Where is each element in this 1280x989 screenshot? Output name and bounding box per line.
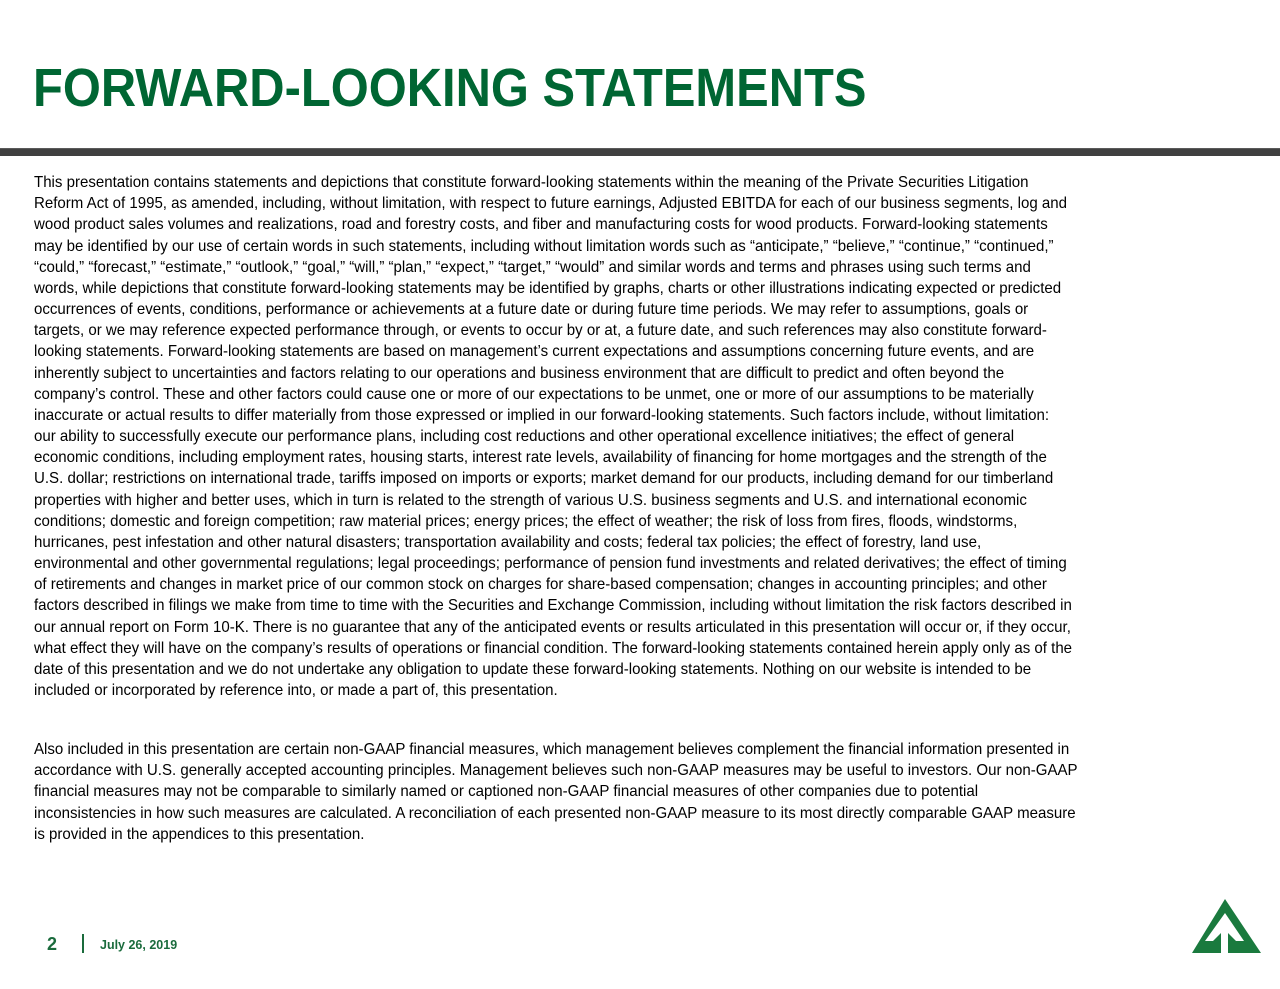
triangle-tree-logo-icon bbox=[1191, 897, 1265, 955]
paragraph-line: included or incorporated by reference into, or made a part of, this presentation. bbox=[34, 681, 558, 700]
presentation-date: July 26, 2019 bbox=[100, 938, 178, 952]
paragraph-line: occurrences of events, conditions, performance or achievements at a future date or during future time periods. We may refer to assumptions, goals or bbox=[34, 300, 1029, 319]
paragraph-line: inconsistencies in how such measures are calculated. A reconciliation of each presented non-GAAP measure to its most directly comparable GAAP measure bbox=[34, 803, 1076, 822]
footer-separator bbox=[82, 934, 84, 953]
paragraph-line: economic conditions, including employment rates, housing starts, interest rate levels, availability of financing for home mortgages and the strength of the bbox=[34, 448, 1047, 467]
page-number: 2 bbox=[47, 934, 58, 954]
forward-looking-paragraph bbox=[34, 172, 1144, 701]
paragraph-line: financial measures may not be comparable to similarly named or captioned non-GAAP financial measures of other companies due to potential bbox=[34, 782, 979, 801]
paragraph-line: our ability to successfully execute our performance plans, including cost reductions and other operational excellence initiatives; the effect of general bbox=[34, 427, 1015, 446]
paragraph-line: Reform Act of 1995, as amended, including, without limitation, with respect to future earnings, Adjusted EBITDA for each of our business segments, log and bbox=[34, 194, 1068, 213]
paragraph-line: properties with higher and better uses, which in turn is related to the strength of various U.S. business segments and U.S. and international economic bbox=[34, 490, 1027, 509]
paragraph-line: may be identified by our use of certain words in such statements, including without limitation words such as “anticipate,” “believe,” “continue,” “continued,” bbox=[34, 236, 1054, 255]
paragraph-line: looking statements. Forward-looking statements are based on management’s current expectations and assumptions concerning future events, and are bbox=[34, 342, 1035, 361]
paragraph-line: conditions; domestic and foreign competition; raw material prices; energy prices; the effect of weather; the risk of loss from fires, floods, windstorms, bbox=[34, 511, 1018, 530]
paragraph-line: of retirements and changes in market price of our common stock on charges for share-based compensation; changes in accounting principles; and other bbox=[34, 575, 1047, 594]
paragraph-line: targets, or we may reference expected performance through, or events to occur by or at, a future date, and such references may also constitute forward- bbox=[34, 321, 1047, 340]
paragraph-line: company’s control. These and other factors could cause one or more of our expectations to be unmet, one or more of our assumptions to be materially bbox=[34, 384, 1034, 403]
paragraph-line: date of this presentation and we do not undertake any obligation to update these forward-looking statements. Nothing on our website is intended to be bbox=[34, 659, 1032, 678]
title-divider bbox=[0, 148, 1280, 156]
paragraph-line: environmental and other governmental regulations; legal proceedings; performance of pension fund investments and related derivatives; the effect of timing bbox=[34, 554, 1067, 573]
paragraph-line: U.S. dollar; restrictions on international trade, tariffs imposed on imports or exports; market demand for our products, including demand for our timberland bbox=[34, 469, 1054, 488]
slide-footer bbox=[0, 930, 400, 960]
paragraph-line: is provided in the appendices to this presentation. bbox=[34, 824, 365, 843]
slide-title: FORWARD-LOOKING STATEMENTS bbox=[33, 58, 867, 118]
paragraph-line: our annual report on Form 10-K. There is no guarantee that any of the anticipated events or results articulated in this presentation will occur or, if they occur, bbox=[34, 617, 1071, 636]
paragraph-line: accordance with U.S. generally accepted accounting principles. Management believes such non-GAAP measures may be useful to investors. Our non-GAAP bbox=[34, 761, 1078, 780]
paragraph-line: “could,” “forecast,” “estimate,” “outlook,” “goal,” “will,” “plan,” “expect,” “target,” “would” and similar words and terms and phrases using such terms and bbox=[34, 257, 1031, 276]
paragraph-line: inaccurate or actual results to differ materially from those expressed or implied in our forward-looking statements. Such factors include, without limitation: bbox=[34, 405, 1050, 424]
paragraph-line: inherently subject to uncertainties and factors relating to our operations and business environment that are difficult to predict and often beyond the bbox=[34, 363, 1005, 382]
paragraph-line: wood product sales volumes and realizations, road and forestry costs, and fiber and manufacturing costs for wood products. Forward-looking statements bbox=[34, 215, 1048, 234]
company-logo bbox=[1191, 897, 1265, 955]
paragraph-line: what effect they will have on the company’s results of operations or financial condition. The forward-looking statements contained herein apply only as of the bbox=[34, 638, 1073, 657]
non-gaap-paragraph bbox=[34, 739, 1150, 845]
paragraph-line: Also included in this presentation are certain non-GAAP financial measures, which management believes complement the financial information presented in bbox=[34, 740, 1070, 758]
paragraph-line: words, while depictions that constitute forward-looking statements may be identified by graphs, charts or other illustrations indicating expected or predicted bbox=[34, 278, 1062, 297]
paragraph-line: This presentation contains statements and depictions that constitute forward-looking statements within the meaning of the Private Securities Litigation bbox=[34, 173, 1029, 191]
paragraph-line: hurricanes, pest infestation and other natural disasters; transportation availability and costs; federal tax policies; the effect of forestry, land use, bbox=[34, 532, 982, 551]
paragraph-line: factors described in filings we make from time to time with the Securities and Exchange Commission, including without limitation the risk factors described in bbox=[34, 596, 1072, 615]
